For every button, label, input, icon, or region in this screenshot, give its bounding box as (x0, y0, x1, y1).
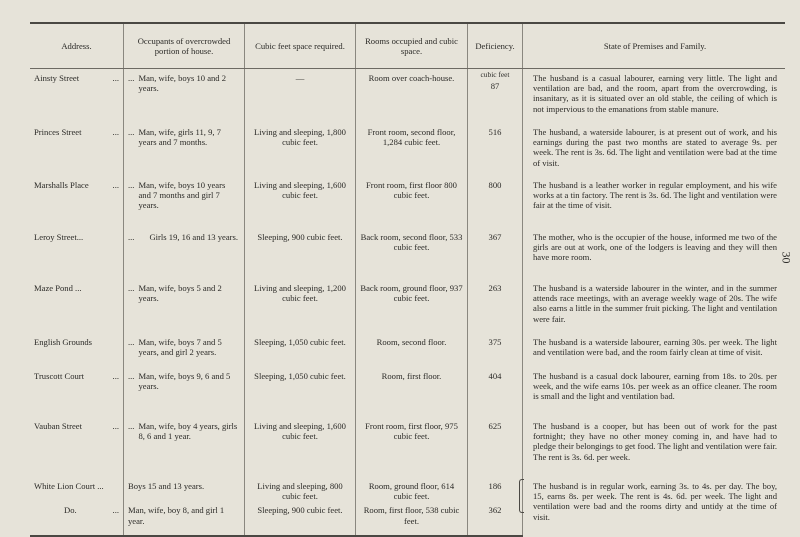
table-row (30, 69, 785, 124)
rooms-cell: Front room, second floor, 1,284 cubic feet. (356, 123, 468, 176)
deficiency-unit: cubic feet (480, 70, 510, 79)
occupants-cell: ... Man, wife, boy 4 years, girls 8, 6 and 1 year. (124, 417, 245, 477)
address-text: Do. (64, 505, 77, 516)
occupants-text: Man, wife, girls 11, 9, 7 years and 7 months. (138, 127, 221, 148)
deficiency-cell: 362 (468, 501, 523, 536)
address-text: Ainsty Street (34, 73, 80, 83)
occupants-cell: ... Man, wife, boys 10 years and 7 months and girl 7 years. (124, 176, 245, 228)
deficiency-cell: 625 (468, 417, 523, 477)
occupants-text: Man, wife, boy 8, and girl 1 year. (128, 505, 225, 526)
cubic-cell: — (245, 69, 356, 124)
occupants-text: Girls 19, 16 and 13 years. (149, 232, 238, 242)
occupants-cell: ... Man, wife, boys 10 and 2 years. (124, 69, 245, 124)
occupants-cell: ... Man, wife, boys 5 and 2 years. (124, 279, 245, 333)
address-cell: Ainsty Street ... (34, 73, 119, 83)
state-cell: The husband is a waterside labourer, earning 30s. per week. The light and ventilation were bad, and the room fairly clean at time of visit. (523, 333, 786, 367)
deficiency-value: 87 (490, 81, 500, 92)
page-number: 30 (779, 251, 794, 264)
address-text: Maze Pond ... (34, 283, 82, 293)
address-cell: Truscott Court ... (34, 371, 119, 381)
deficiency-cell: 263 (468, 279, 523, 333)
occupants-cell: ... Man, wife, boys 9, 6 and 5 years. (124, 367, 245, 417)
deficiency-cell: 375 (468, 333, 523, 367)
deficiency-cell (468, 69, 523, 124)
rooms-cell: Room, first floor, 538 cubic feet. (356, 501, 468, 536)
header-address: Address. (30, 23, 124, 69)
occupants-cell (124, 501, 245, 536)
address-text: Marshalls Place (34, 180, 89, 190)
occupants-text: Boys 15 and 13 years. (128, 481, 205, 491)
occupants-cell: ... Girls 19, 16 and 13 years. (124, 228, 245, 279)
address-cell (30, 477, 124, 501)
address-cell: Vauban Street ... (34, 421, 119, 431)
rooms-cell: Room, first floor. (356, 367, 468, 417)
deficiency-cell: 367 (468, 228, 523, 279)
address-text: Leroy Street... (34, 232, 84, 242)
cubic-cell: Living and sleeping, 1,200 cubic feet. (245, 279, 356, 333)
brace-icon (519, 479, 524, 513)
state-cell: The husband is a casual dock labourer, earning from 18s. to 20s. per week, and the wife earns 10s. per week as an office cleaner. The room is small and the light and ventilation bad. (523, 367, 786, 417)
occupants-text: Man, wife, boys 9, 6 and 5 years. (138, 371, 231, 392)
table-row (30, 333, 785, 367)
occupants-cell: ... Man, wife, boys 7 and 5 years, and girl 2 years. (124, 333, 245, 367)
cubic-cell: Living and sleeping, 800 cubic feet. (245, 477, 356, 501)
header-cubic-required: Cubic feet space required. (245, 23, 356, 69)
occupants-text: Man, wife, boys 5 and 2 years. (138, 283, 222, 304)
header-state: State of Premises and Family. (523, 23, 786, 69)
deficiency-cell: 186 (468, 477, 523, 501)
state-cell: The husband is a leather worker in regular employment, and his wife works at a tin factory. The rent is 3s. 6d. The light and ventilation were fair at the time of visit. (523, 176, 786, 228)
table-header-row (30, 23, 785, 69)
cubic-cell: Sleeping, 1,050 cubic feet. (245, 367, 356, 417)
table-row (30, 228, 785, 279)
rooms-cell: Room, ground floor, 614 cubic feet. (356, 477, 468, 501)
address-text: Truscott Court (34, 371, 85, 381)
rooms-cell: Back room, ground floor, 937 cubic feet. (356, 279, 468, 333)
state-cell: The mother, who is the occupier of the house, informed me two of the girls are out at work, one of the lodgers is leaving and they will then have more room. (523, 228, 786, 279)
state-cell: The husband is a cooper, but has been out of work for the past fortnight; they have no other money coming in, and have had to pledge their belongings to get food. The light and ventilation were fair. The rent is 3s. 6d. per week. (523, 417, 786, 477)
rooms-cell: Room over coach-house. (356, 69, 468, 124)
address-text: White Lion Court ... (34, 481, 104, 491)
header-occupants: Occupants of overcrowded portion of house. (124, 23, 245, 69)
overcrowding-table (30, 22, 785, 537)
cubic-cell: Living and sleeping, 1,600 cubic feet. (245, 176, 356, 228)
header-deficiency: Deficiency. (468, 23, 523, 69)
address-cell: Do. ... (30, 501, 124, 536)
address-text: Princes Street (34, 127, 82, 137)
header-rooms: Rooms occupied and cubic space. (356, 23, 468, 69)
address-text: Vauban Street (34, 421, 82, 431)
rooms-cell: Back room, second floor, 533 cubic feet. (356, 228, 468, 279)
address-cell: Marshalls Place ... (34, 180, 119, 190)
occupants-text: Man, wife, boys 7 and 5 years, and girl 2 years. (138, 337, 222, 358)
state-cell: The husband is a casual labourer, earning very little. The light and ventilation are bad, and the room, apart from the overcrowding, is insanitary, as it is situated over an old stable, the ceiling of which is not impervious to the emanations from stable manure. (523, 69, 786, 124)
table-row (30, 417, 785, 477)
table-row (30, 176, 785, 228)
cubic-cell: Sleeping, 900 cubic feet. (245, 501, 356, 536)
cubic-cell: Living and sleeping, 1,800 cubic feet. (245, 123, 356, 176)
address-cell: Princes Street ... (34, 127, 119, 137)
rooms-cell: Room, second floor. (356, 333, 468, 367)
table-row (30, 123, 785, 176)
state-cell: The husband is a waterside labourer in the winter, and in the summer attends race meetings, with an average weekly wage of 20s. The wife also earns a little in the summer fruit picking. The light and ventilation were fair. (523, 279, 786, 333)
table-row (30, 279, 785, 333)
state-cell: The husband, a waterside labourer, is at present out of work, and his earnings during the past two months are stated to average 9s. per week. The rent is 3s. 6d. The light and ventilation were bad at the time of visit. (523, 123, 786, 176)
cubic-cell: Sleeping, 1,050 cubic feet. (245, 333, 356, 367)
address-cell (30, 279, 124, 333)
occupants-text: Man, wife, boys 10 years and 7 months and girl 7 years. (138, 180, 226, 211)
address-cell (30, 333, 124, 367)
rooms-cell: Front room, first floor 800 cubic feet. (356, 176, 468, 228)
address-cell (30, 228, 124, 279)
occupants-text: Man, wife, boys 10 and 2 years. (138, 73, 227, 94)
cubic-cell: Sleeping, 900 cubic feet. (245, 228, 356, 279)
address-text: English Grounds (34, 337, 93, 347)
deficiency-cell: 404 (468, 367, 523, 417)
deficiency-cell: 516 (468, 123, 523, 176)
occupants-cell: ... Man, wife, girls 11, 9, 7 years and 7 months. (124, 123, 245, 176)
state-text: The husband is in regular work, earning 3s. to 4s. per day. The boy, 15, earns 8s. per week. The rent is 4s. 6d. per week. The light and ventilation were bad and the rooms dirty and untidy at the time of visit. (533, 481, 777, 522)
table-row (30, 367, 785, 417)
rooms-cell: Front room, first floor, 975 cubic feet. (356, 417, 468, 477)
occupants-text: Man, wife, boy 4 years, girls 8, 6 and 1 year. (138, 421, 238, 442)
deficiency-cell: 800 (468, 176, 523, 228)
occupants-cell (124, 477, 245, 501)
cubic-cell: Living and sleeping, 1,600 cubic feet. (245, 417, 356, 477)
state-cell-shared (523, 477, 786, 536)
table-row (30, 477, 785, 501)
